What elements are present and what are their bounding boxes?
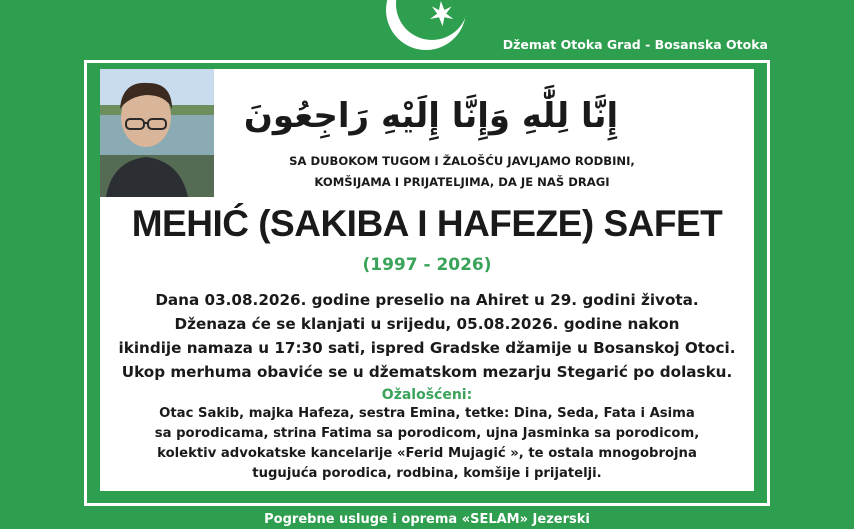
mourners-label: Ožalošćeni: (381, 387, 473, 403)
footer-credit: Pogrebne usluge i oprema «SELAM» Jezerski (264, 512, 590, 527)
mourners-line: sa porodicama, strina Fatima sa porodicom, ujna Jasminka sa porodicom, (154, 426, 700, 441)
body-line: Dženaza će se klanjati u srijedu, 05.08.2026. godine nakon (174, 315, 680, 333)
life-years: (1997 - 2026) (362, 255, 492, 275)
body-line: Dana 03.08.2026. godine preselio na Ahiret u 29. godini života. (155, 291, 699, 309)
intro-line: SA DUBOKOM TUGOM I ŽALOŠĆU JAVLJAMO RODBINI, (289, 154, 635, 168)
mourners-list (100, 404, 754, 484)
intro-text (230, 151, 694, 193)
mourners-line: Otac Sakib, majka Hafeza, sestra Emina, tetke: Dina, Seda, Fata i Asima (159, 406, 695, 421)
intro-line: KOMŠIJAMA I PRIJATELJIMA, DA JE NAŠ DRAGI (314, 175, 610, 189)
deceased-photo (100, 69, 214, 197)
body-line: Ukop merhuma obaviće se u džematskom mezarju Stegarić po dolasku. (121, 363, 733, 381)
mourners-line: tugujuća porodica, rodbina, komšije i prijatelji. (252, 466, 602, 481)
deceased-name: MEHIĆ (SAKIBA I HAFEZE) SAFET (131, 203, 723, 244)
crescent-star-logo-icon (388, 0, 468, 52)
body-line: ikindije namaza u 17:30 sati, ispred Gradske džamije u Bosanskoj Otoci. (118, 339, 736, 357)
obituary-card (100, 69, 754, 491)
announcement-body (100, 288, 754, 384)
svg-text:إِنَّا لِلَّٰهِ وَإِنَّا إِلَي: إِنَّا لِلَّٰهِ وَإِنَّا إِلَيْهِ رَاجِعُونَ (243, 96, 619, 136)
mourners-line: kolektiv advokatske kancelarije «Ferid Mujagić », te ostala mnogobrojna (157, 446, 697, 461)
arabic-verse (243, 75, 619, 147)
organization-name: Džemat Otoka Grad - Bosanska Otoka (502, 37, 768, 52)
